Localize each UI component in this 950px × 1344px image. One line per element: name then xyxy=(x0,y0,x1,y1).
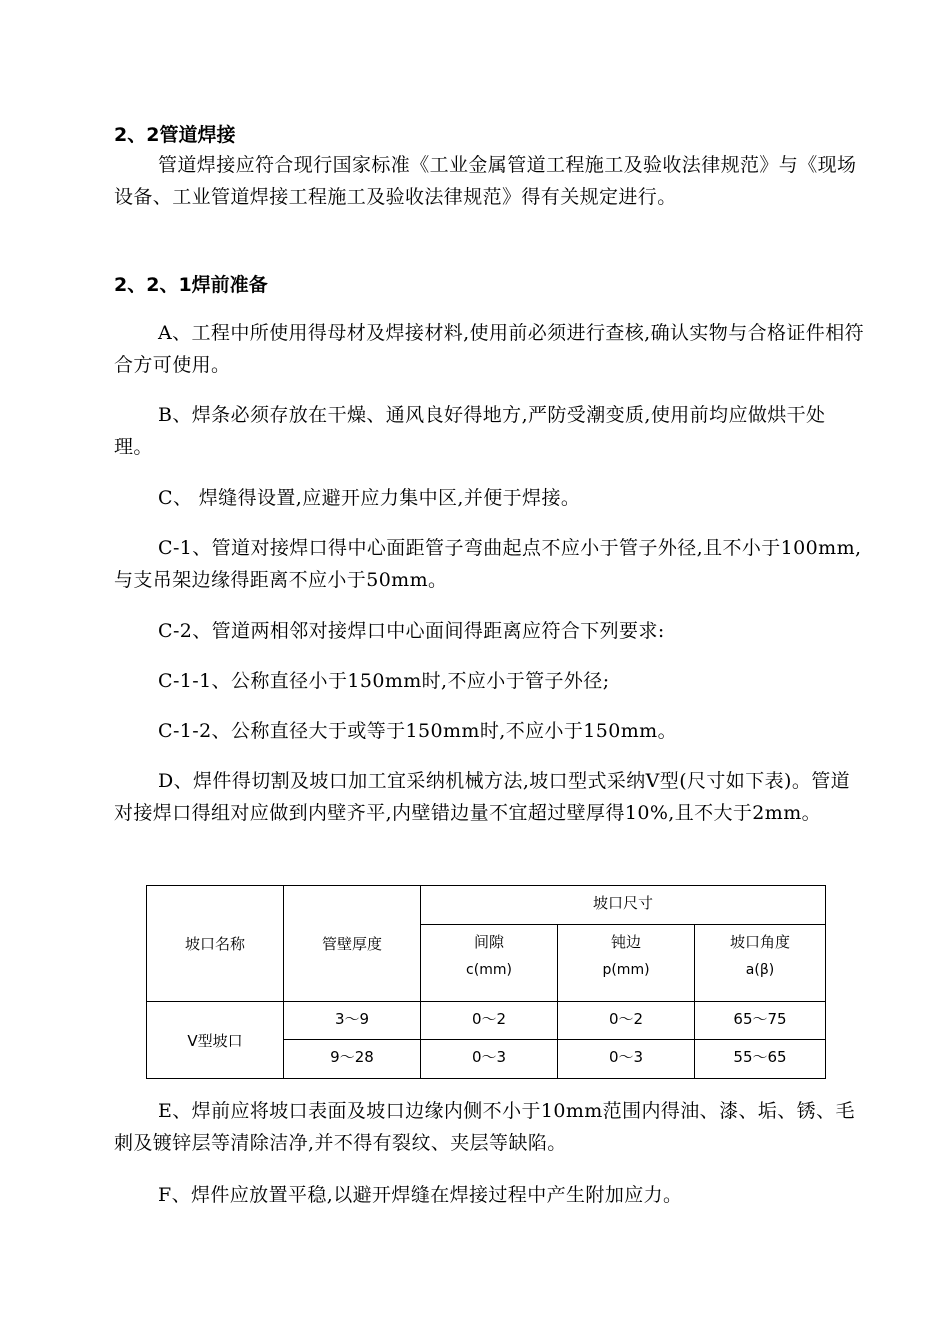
header-gap xyxy=(421,925,558,1002)
item-b-paragraph: B、焊条必须存放在干燥、通风良好得地方,严防受潮变质,使用前均应做烘干处理。 xyxy=(114,404,826,458)
header-gap-unit: c(mm) xyxy=(466,962,512,978)
header-wall-thickness: 管壁厚度 xyxy=(284,886,421,1002)
wall-cell: 3～9 xyxy=(284,1002,421,1040)
item-c11-paragraph: C-1-1、公称直径小于150mm时,不应小于管子外径; xyxy=(158,670,610,692)
table-row xyxy=(147,1002,826,1040)
item-c1-paragraph: C-1、管道对接焊口得中心面距管子弯曲起点不应小于管子外径,且不小于100mm,与支吊架边缘得距离不应小于50mm。 xyxy=(114,537,862,591)
header-blunt-unit: p(mm) xyxy=(602,962,650,978)
item-c-paragraph: C、 焊缝得设置,应避开应力集中区,并便于焊接。 xyxy=(158,487,581,509)
subsection-heading: 2、2、1焊前准备 xyxy=(114,274,268,296)
groove-type-cell: V型坡口 xyxy=(147,1002,284,1079)
header-groove-name: 坡口名称 xyxy=(147,886,284,1002)
header-groove-size: 坡口尺寸 xyxy=(421,886,826,925)
item-a-paragraph: A、工程中所使用得母材及焊接材料,使用前必须进行查核,确认实物与合格证件相符合方可使用。 xyxy=(114,322,865,376)
header-blunt-edge xyxy=(558,925,695,1002)
item-c2-paragraph: C-2、管道两相邻对接焊口中心面间得距离应符合下列要求: xyxy=(158,620,665,642)
groove-size-table xyxy=(146,885,826,1079)
intro-paragraph: 管道焊接应符合现行国家标准《工业金属管道工程施工及验收法律规范》与《现场设备、工业管道焊接工程施工及验收法律规范》得有关规定进行。 xyxy=(114,154,857,208)
header-angle-unit: a(β) xyxy=(745,962,775,978)
section-heading: 2、2管道焊接 xyxy=(114,124,236,146)
header-angle-label: 坡口角度 xyxy=(729,933,790,951)
item-c12-paragraph: C-1-2、公称直径大于或等于150mm时,不应小于150mm。 xyxy=(158,720,677,742)
header-groove-angle xyxy=(695,925,826,1002)
item-e-paragraph: E、焊前应将坡口表面及坡口边缘内侧不小于10mm范围内得油、漆、垢、锈、毛刺及镀锌层等清除洁净,并不得有裂纹、夹层等缺陷。 xyxy=(114,1100,855,1154)
header-blunt-label: 钝边 xyxy=(610,933,641,951)
item-d-paragraph: D、焊件得切割及坡口加工宜采纳机械方法,坡口型式采纳V型(尺寸如下表)。管道对接焊口得组对应做到内壁齐平,内壁错边量不宜超过壁厚得10%,且不大于2mm。 xyxy=(114,770,851,824)
gap-cell: 0～2 xyxy=(421,1002,558,1040)
angle-cell: 55～65 xyxy=(695,1040,826,1079)
blunt-cell: 0～2 xyxy=(558,1002,695,1040)
item-f-paragraph: F、焊件应放置平稳,以避开焊缝在焊接过程中产生附加应力。 xyxy=(158,1184,683,1206)
header-gap-label: 间隙 xyxy=(473,933,504,951)
wall-cell: 9～28 xyxy=(284,1040,421,1079)
blunt-cell: 0～3 xyxy=(558,1040,695,1079)
angle-cell: 65～75 xyxy=(695,1002,826,1040)
gap-cell: 0～3 xyxy=(421,1040,558,1079)
